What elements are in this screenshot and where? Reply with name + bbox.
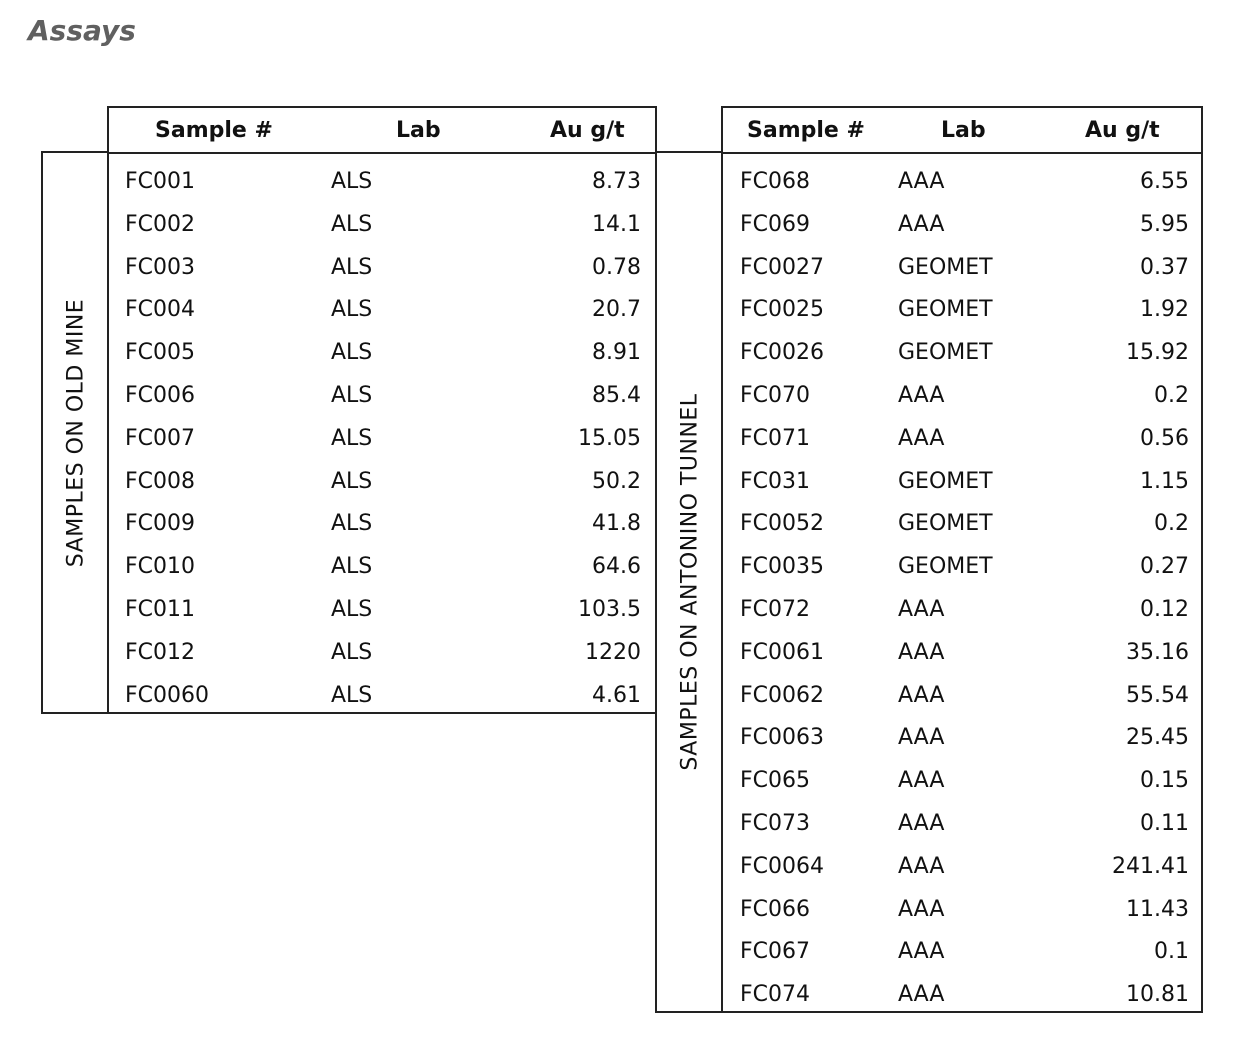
table-row: [723, 929, 1201, 972]
au-value-cell: 64.6: [592, 554, 641, 580]
table-row: [109, 373, 655, 416]
lab-cell: ALS: [331, 682, 373, 708]
sample-id-cell: FC071: [740, 425, 811, 451]
table-row: [109, 587, 655, 630]
header-sample: Sample #: [155, 118, 273, 143]
au-value-cell: 5.95: [1140, 211, 1189, 237]
sample-id-cell: FC0063: [740, 725, 825, 751]
table-header-row: [109, 108, 655, 154]
table-row: [109, 630, 655, 673]
table-row: [723, 245, 1201, 288]
table-row: [723, 159, 1201, 202]
au-value-cell: 10.81: [1126, 982, 1189, 1008]
table-row: [723, 673, 1201, 716]
au-value-cell: 0.2: [1154, 383, 1189, 408]
sample-id-cell: FC031: [740, 468, 811, 494]
table-row: [109, 416, 655, 459]
lab-cell: ALS: [331, 169, 373, 194]
sample-id-cell: FC072: [740, 597, 811, 622]
lab-cell: AAA: [898, 939, 945, 965]
sample-id-cell: FC073: [740, 811, 811, 836]
table-row: [723, 416, 1201, 459]
lab-cell: AAA: [898, 169, 945, 194]
table-row: [723, 758, 1201, 801]
table-row: [109, 202, 655, 245]
sample-id-cell: FC067: [740, 939, 811, 965]
table-row: [723, 587, 1201, 630]
au-value-cell: 85.4: [592, 383, 641, 408]
sample-id-cell: FC074: [740, 982, 811, 1008]
table-row: [723, 630, 1201, 673]
lab-cell: ALS: [331, 554, 373, 580]
table-row: [723, 887, 1201, 930]
antonino-tunnel-group-label-box: [655, 151, 723, 1013]
table-row: [723, 459, 1201, 502]
sample-id-cell: FC010: [125, 554, 196, 580]
sample-id-cell: FC066: [740, 896, 811, 922]
table-row: [109, 159, 655, 202]
table-row: [109, 245, 655, 288]
lab-cell: GEOMET: [898, 254, 993, 280]
sample-id-cell: FC004: [125, 297, 196, 323]
table-header-row: [723, 108, 1201, 154]
sample-id-cell: FC070: [740, 383, 811, 408]
sample-id-cell: FC0027: [740, 254, 825, 280]
au-value-cell: 0.15: [1140, 768, 1189, 794]
lab-cell: ALS: [331, 511, 373, 537]
sample-id-cell: FC011: [125, 597, 196, 622]
old-mine-assay-table: [107, 106, 657, 714]
lab-cell: GEOMET: [898, 297, 993, 323]
lab-cell: ALS: [331, 597, 373, 622]
header-au: Au g/t: [1085, 118, 1160, 143]
lab-cell: GEOMET: [898, 468, 993, 494]
sample-id-cell: FC068: [740, 169, 811, 194]
au-value-cell: 50.2: [592, 468, 641, 494]
sample-id-cell: FC0052: [740, 511, 825, 537]
table-row: [723, 801, 1201, 844]
au-value-cell: 15.05: [578, 425, 641, 451]
lab-cell: ALS: [331, 254, 373, 280]
au-value-cell: 14.1: [592, 211, 641, 237]
table-row: [109, 544, 655, 587]
sample-id-cell: FC005: [125, 340, 196, 366]
au-value-cell: 103.5: [578, 597, 641, 622]
sample-id-cell: FC009: [125, 511, 196, 537]
sample-id-cell: FC012: [125, 639, 196, 665]
au-value-cell: 8.91: [592, 340, 641, 366]
au-value-cell: 0.2: [1154, 511, 1189, 537]
lab-cell: ALS: [331, 340, 373, 366]
lab-cell: AAA: [898, 597, 945, 622]
sample-id-cell: FC069: [740, 211, 811, 237]
old-mine-group-label-box: [41, 151, 109, 714]
sample-id-cell: FC008: [125, 468, 196, 494]
lab-cell: AAA: [898, 682, 945, 708]
lab-cell: AAA: [898, 639, 945, 665]
au-value-cell: 20.7: [592, 297, 641, 323]
header-au: Au g/t: [550, 118, 625, 143]
sample-id-cell: FC0061: [740, 639, 825, 665]
lab-cell: AAA: [898, 725, 945, 751]
au-value-cell: 11.43: [1126, 896, 1189, 922]
au-value-cell: 0.27: [1140, 554, 1189, 580]
sample-id-cell: FC0060: [125, 682, 210, 708]
table-row: [723, 544, 1201, 587]
table-row: [109, 501, 655, 544]
antonino-tunnel-group-label: SAMPLES ON ANTONINO TUNNEL: [677, 393, 703, 771]
sample-id-cell: FC0026: [740, 340, 825, 366]
table-row: [723, 844, 1201, 887]
lab-cell: AAA: [898, 211, 945, 237]
table-row: [723, 330, 1201, 373]
header-lab: Lab: [941, 118, 986, 143]
au-value-cell: 4.61: [592, 682, 641, 708]
table-row: [723, 373, 1201, 416]
lab-cell: GEOMET: [898, 554, 993, 580]
table-row: [723, 287, 1201, 330]
lab-cell: ALS: [331, 639, 373, 665]
au-value-cell: 41.8: [592, 511, 641, 537]
au-value-cell: 241.41: [1112, 853, 1189, 879]
lab-cell: ALS: [331, 297, 373, 323]
table-row: [109, 459, 655, 502]
table-row: [723, 501, 1201, 544]
lab-cell: ALS: [331, 468, 373, 494]
sample-id-cell: FC007: [125, 425, 196, 451]
au-value-cell: 15.92: [1126, 340, 1189, 366]
header-sample: Sample #: [747, 118, 865, 143]
au-value-cell: 0.78: [592, 254, 641, 280]
lab-cell: AAA: [898, 425, 945, 451]
sample-id-cell: FC003: [125, 254, 196, 280]
au-value-cell: 8.73: [592, 169, 641, 194]
au-value-cell: 1220: [585, 639, 641, 665]
lab-cell: AAA: [898, 896, 945, 922]
au-value-cell: 0.1: [1154, 939, 1189, 965]
sample-id-cell: FC0025: [740, 297, 825, 323]
lab-cell: ALS: [331, 425, 373, 451]
lab-cell: AAA: [898, 383, 945, 408]
lab-cell: GEOMET: [898, 340, 993, 366]
lab-cell: AAA: [898, 853, 945, 879]
table-row: [109, 673, 655, 716]
lab-cell: ALS: [331, 211, 373, 237]
au-value-cell: 1.15: [1140, 468, 1189, 494]
au-value-cell: 0.56: [1140, 425, 1189, 451]
au-value-cell: 6.55: [1140, 169, 1189, 194]
sample-id-cell: FC0064: [740, 853, 825, 879]
table-row: [723, 202, 1201, 245]
au-value-cell: 0.37: [1140, 254, 1189, 280]
au-value-cell: 0.12: [1140, 597, 1189, 622]
header-lab: Lab: [396, 118, 441, 143]
au-value-cell: 55.54: [1126, 682, 1189, 708]
table-row: [723, 972, 1201, 1015]
old-mine-group-label: SAMPLES ON OLD MINE: [63, 298, 89, 567]
sample-id-cell: FC0035: [740, 554, 825, 580]
sample-id-cell: FC0062: [740, 682, 825, 708]
sample-id-cell: FC001: [125, 169, 196, 194]
au-value-cell: 25.45: [1126, 725, 1189, 751]
lab-cell: AAA: [898, 811, 945, 836]
au-value-cell: 35.16: [1126, 639, 1189, 665]
sample-id-cell: FC065: [740, 768, 811, 794]
table-row: [723, 715, 1201, 758]
table-row: [109, 330, 655, 373]
page-title: Assays: [28, 14, 136, 47]
table-row: [109, 287, 655, 330]
lab-cell: AAA: [898, 982, 945, 1008]
antonino-tunnel-assay-table: [721, 106, 1203, 1013]
au-value-cell: 0.11: [1140, 811, 1189, 836]
lab-cell: GEOMET: [898, 511, 993, 537]
sample-id-cell: FC002: [125, 211, 196, 237]
au-value-cell: 1.92: [1140, 297, 1189, 323]
sample-id-cell: FC006: [125, 383, 196, 408]
lab-cell: ALS: [331, 383, 373, 408]
lab-cell: AAA: [898, 768, 945, 794]
